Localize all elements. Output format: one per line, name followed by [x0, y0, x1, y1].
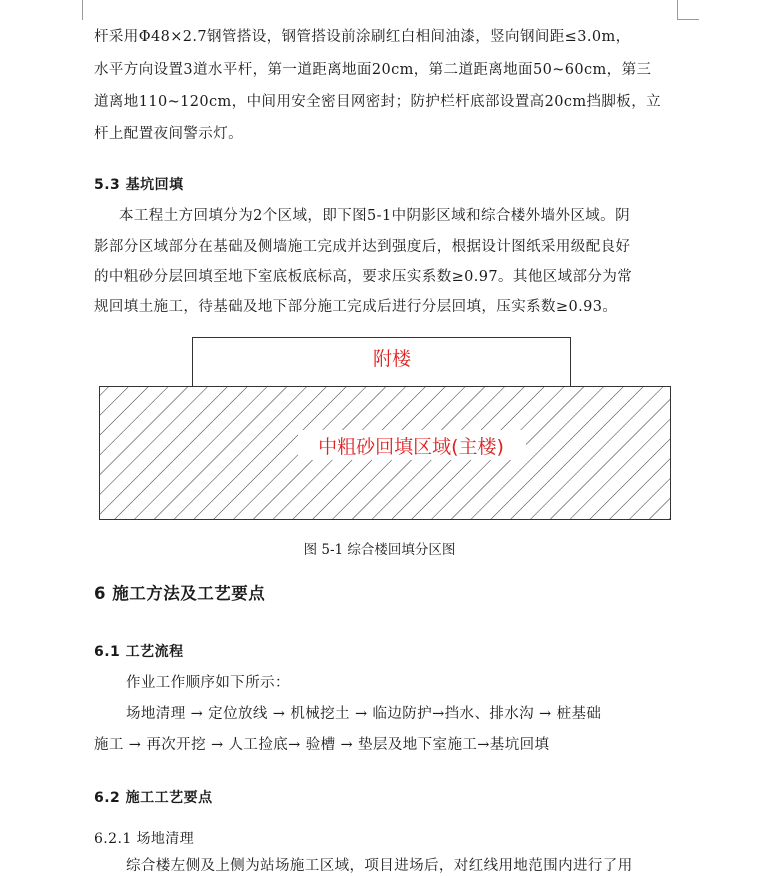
body-line: 的中粗砂分层回填至地下室底板底标高，要求压实系数≥0.97。其他区域部分为常	[94, 269, 633, 285]
body-line: 本工程土方回填分为2个区域，即下图5-1中阴影区域和综合楼外墙外区域。阴	[119, 208, 630, 224]
section-heading-6-1: 6.1 工艺流程	[94, 644, 184, 660]
body-line: 影部分区域部分在基础及侧墙施工完成并达到强度后，根据设计图纸采用级配良好	[94, 239, 631, 255]
section-heading-5-3: 5.3 基坑回填	[94, 177, 184, 193]
figure-caption: 图 5-1 综合楼回填分区图	[303, 542, 456, 558]
body-line: 作业工作顺序如下所示：	[126, 675, 290, 691]
flow-line: 施工 → 再次开挖 → 人工捡底→ 验槽 → 垫层及地下室施工→基坑回填	[94, 737, 550, 753]
section-heading-6: 6 施工方法及工艺要点	[94, 584, 266, 603]
section-heading-6-2-1: 6.2.1 场地清理	[94, 831, 195, 847]
body-line: 道离地110~120cm，中间用安全密目网密封；防护栏杆底部设置高20cm挡脚板，立	[94, 94, 661, 110]
section-heading-6-2: 6.2 施工工艺要点	[94, 790, 213, 806]
body-line: 杆上配置夜间警示灯。	[94, 126, 243, 142]
flow-line: 场地清理 → 定位放线 → 机械挖土 → 临边防护→挡水、排水沟 → 桩基础	[126, 706, 602, 722]
body-line: 综合楼左侧及上侧为站场施工区域，项目进场后，对红线用地范围内进行了用	[126, 858, 633, 874]
main-zone-label: 中粗砂回填区域(主楼)	[318, 436, 504, 458]
body-line: 水平方向设置3道水平杆，第一道距离地面20cm，第二道距离地面50~60cm，第三	[94, 62, 652, 78]
body-line: 规回填土施工，待基础及地下部分施工完成后进行分层回填，压实系数≥0.93。	[94, 299, 618, 315]
body-line: 杆采用Φ48×2.7钢管搭设，钢管搭设前涂刷红白相间油漆，竖向钢间距≤3.0m，	[94, 29, 631, 45]
annex-label: 附楼	[372, 348, 412, 370]
